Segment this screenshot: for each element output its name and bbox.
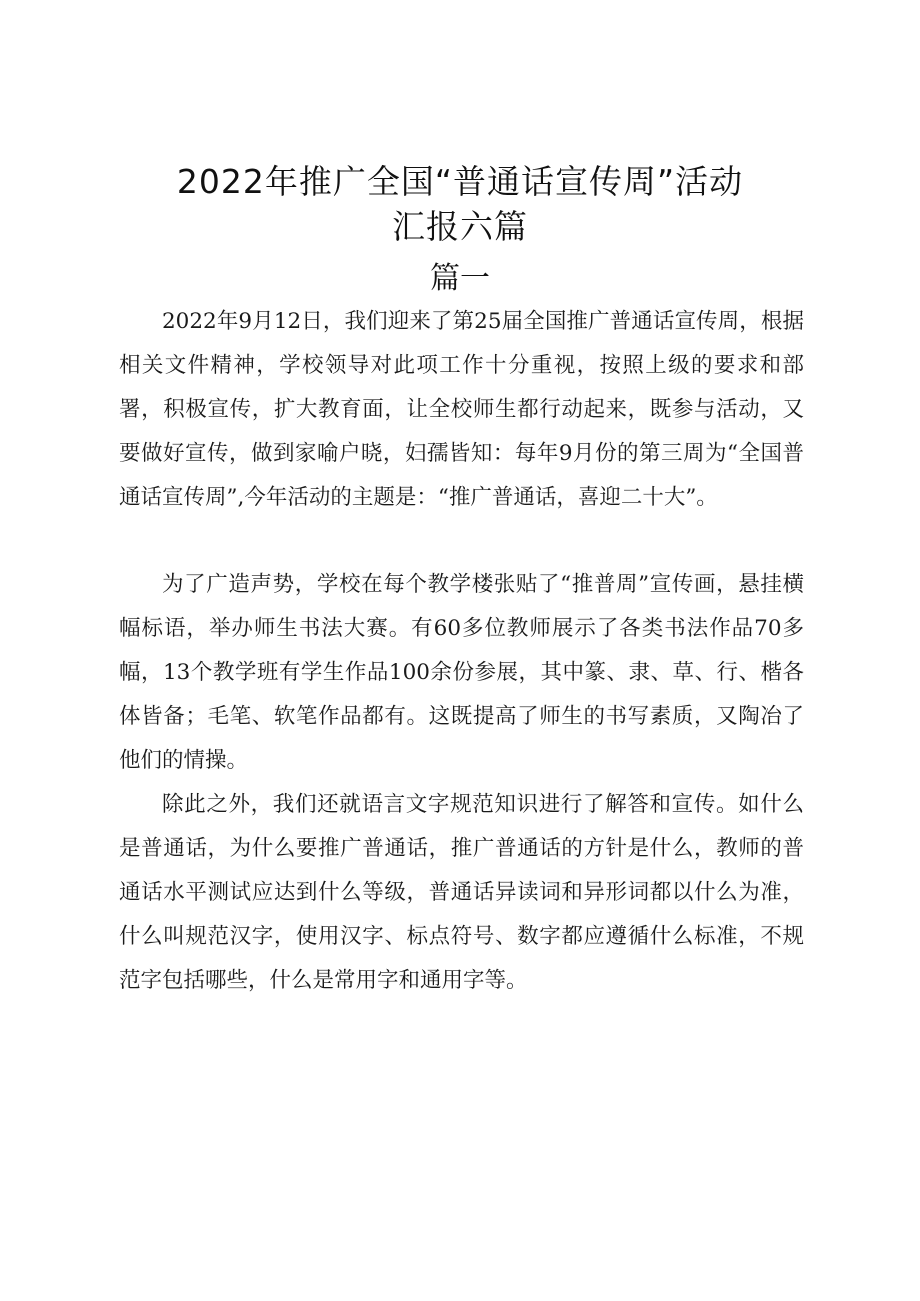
- paragraph-1: 2022年9月12日，我们迎来了第25届全国推广普通话宣传周，根据相关文件精神，学校领导对此项工作十分重视，按照上级的要求和部署，积极宣传，扩大教育面，让全校师生都行动起来，既参与活动，又要做好宣传，做到家喻户晓，妇孺皆知：每年9月份的第三周为“全国普通话宣传周”,今年活动的主题是：“推广普通话，喜迎二十大”。: [119, 309, 804, 510]
- document-title-line-2: 汇报六篇: [392, 207, 528, 246]
- paragraph-3: 除此之外，我们还就语言文字规范知识进行了解答和宣传。如什么是普通话，为什么要推广普通话，推广普通话的方针是什么，教师的普通话水平测试应达到什么等级，普通话异读词和异形词都以什么为准，什么叫规范汉字，使用汉字、标点符号、数字都应遵循什么标准，不规范字包括哪些，什么是常用字和通用字等。: [119, 792, 804, 993]
- document-title-line-1: 2022年推广全国“普通话宣传周”活动: [176, 162, 744, 201]
- paragraph-2: 为了广造声势，学校在每个教学楼张贴了“推普周”宣传画，悬挂横幅标语，举办师生书法大赛。有60多位教师展示了各类书法作品70多幅，13个教学班有学生作品100余份参展，其中篆、隶、草、行、楷各体皆备；毛笔、软笔作品都有。这既提高了师生的书写素质，又陶冶了他们的情操。: [119, 572, 804, 773]
- section-heading: 篇一: [430, 261, 490, 296]
